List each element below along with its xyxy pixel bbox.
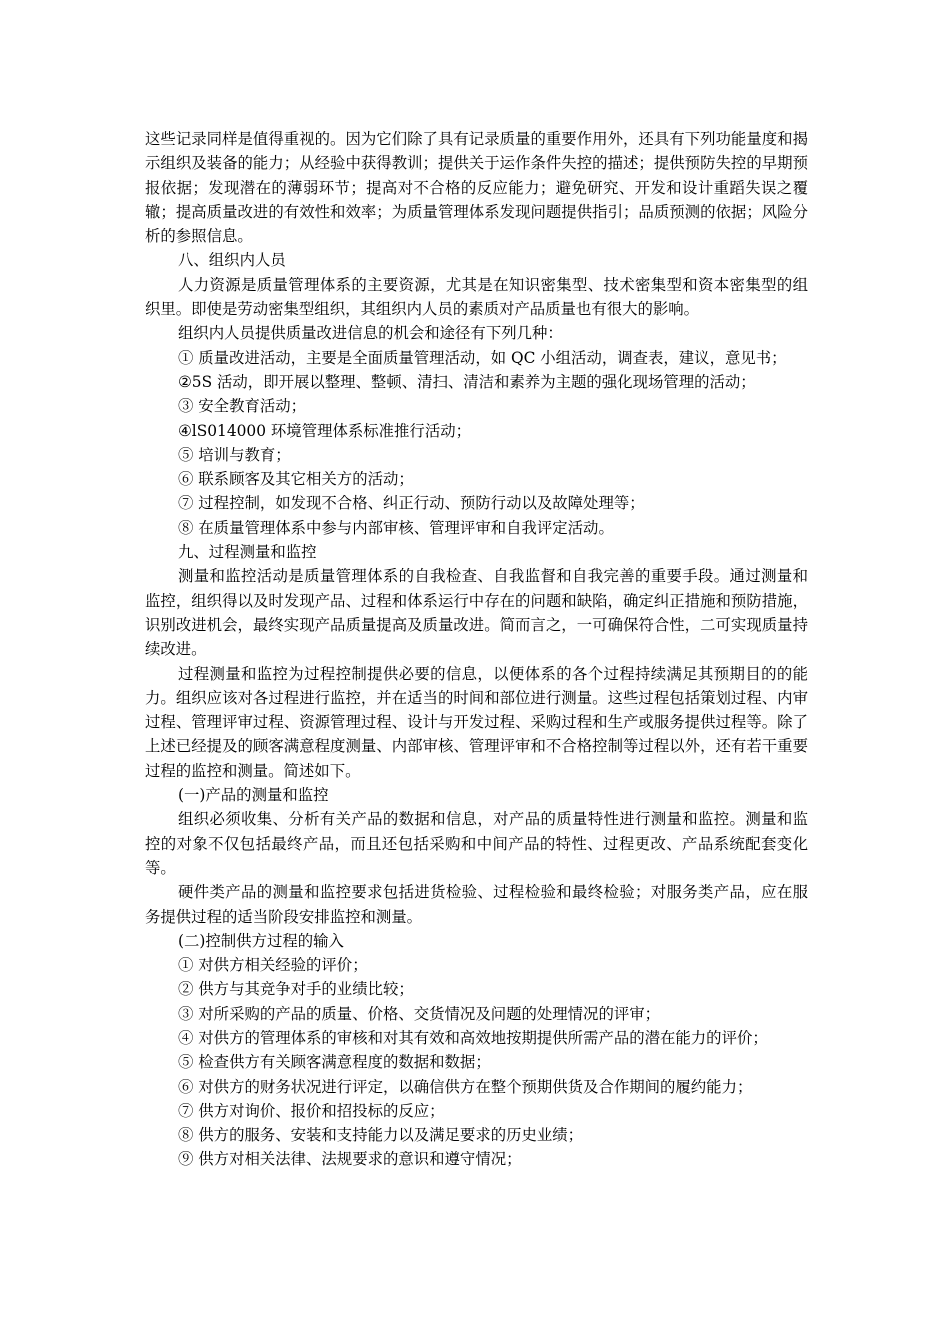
list-item: ① 对供方相关经验的评价；	[178, 956, 368, 975]
document-body	[145, 127, 808, 1172]
heading-section-8: 八、组织内人员	[178, 251, 286, 270]
list-item: ⑦ 供方对询价、报价和招投标的反应；	[178, 1101, 445, 1120]
paragraph-personnel-channels: 组织内人员提供质量改进信息的机会和途径有下列几种：	[178, 324, 563, 343]
list-item: ⑦ 过程控制，如发现不合格、纠正行动、预防行动以及故障处理等；	[178, 494, 645, 513]
list-item: ② 供方与其竞争对手的业绩比较；	[178, 980, 414, 999]
heading-subsection-1: (一)产品的测量和监控	[178, 786, 329, 805]
list-item: ⑧ 在质量管理体系中参与内部审核、管理评审和自我评定活动。	[178, 518, 614, 537]
paragraph-records: 这些记录同样是值得重视的。因为它们除了具有记录质量的重要作用外，还具有下列功能量度和揭示组织及装备的能力；从经验中获得教训；提供关于运作条件失控的描述；提供预防失控的早期预报依据；发现潜在的薄弱环节；提高对不合格的反应能力；避免研究、开发和设计重蹈失误之覆辙；提高质量改进的有效性和效率；为质量管理体系发现问题提供指引；品质预测的依据；风险分析的参照信息。	[145, 130, 808, 246]
list-item: ⑨ 供方对相关法律、法规要求的意识和遵守情况；	[178, 1150, 522, 1169]
heading-subsection-2: (二)控制供方过程的输入	[178, 931, 344, 950]
list-item: ⑧ 供方的服务、安装和支持能力以及满足要求的历史业绩；	[178, 1126, 584, 1145]
list-item: ③ 安全教育活动；	[178, 397, 307, 416]
paragraph-process-measurement: 过程测量和监控为过程控制提供必要的信息，以便体系的各个过程持续满足其预期目的的能力。组织应该对各过程进行监控，并在适当的时间和部位进行测量。这些过程包括策划过程、内审过程、管理评审过程、资源管理过程、设计与开发过程、采购过程和生产或服务提供过程等。除了上述已经提及的顾客满意程度测量、内部审核、管理评审和不合格控制等过程以外，还有若干重要过程的监控和测量。简述如下。	[145, 664, 808, 780]
list-item: ① 质量改进活动，主要是全面质量管理活动，如 QC 小组活动，调查表，建议，意见书；	[178, 348, 787, 367]
heading-section-9: 九、过程测量和监控	[178, 543, 317, 562]
list-item: ④ 对供方的管理体系的审核和对其有效和高效地按期提供所需产品的潜在能力的评价；	[178, 1028, 768, 1047]
list-item: ⑥ 联系顾客及其它相关方的活动；	[178, 470, 414, 489]
list-item: ⑥ 对供方的财务状况进行评定，以确信供方在整个预期供货及合作期间的履约能力；	[178, 1077, 753, 1096]
list-item: ②5S 活动，即开展以整理、整顿、清扫、清洁和素养为主题的强化现场管理的活动；	[178, 372, 756, 391]
paragraph-product-data: 组织必须收集、分析有关产品的数据和信息，对产品的质量特性进行测量和监控。测量和监控的对象不仅包括最终产品，而且还包括采购和中间产品的特性、过程更改、产品系统配套变化等。	[145, 810, 808, 877]
list-item: ④lS014000 环境管理体系标准推行活动；	[178, 421, 471, 440]
list-item: ⑤ 检查供方有关顾客满意程度的数据和数据；	[178, 1053, 491, 1072]
paragraph-measurement: 测量和监控活动是质量管理体系的自我检查、自我监督和自我完善的重要手段。通过测量和监控，组织得以及时发现产品、过程和体系运行中存在的问题和缺陷，确定纠正措施和预防措施，识别改进机会，最终实现产品质量提高及质量改进。简而言之，一可确保符合性，二可实现质量持续改进。	[145, 567, 808, 659]
list-item: ③ 对所采购的产品的质量、价格、交货情况及问题的处理情况的评审；	[178, 1004, 661, 1023]
list-item: ⑤ 培训与教育；	[178, 445, 291, 464]
paragraph-hardware-products: 硬件类产品的测量和监控要求包括进货检验、过程检验和最终检验；对服务类产品，应在服务提供过程的适当阶段安排监控和测量。	[145, 883, 808, 926]
paragraph-human-resources: 人力资源是质量管理体系的主要资源，尤其是在知识密集型、技术密集型和资本密集型的组织里。即使是劳动密集型组织，其组织内人员的素质对产品质量也有很大的影响。	[145, 275, 808, 319]
